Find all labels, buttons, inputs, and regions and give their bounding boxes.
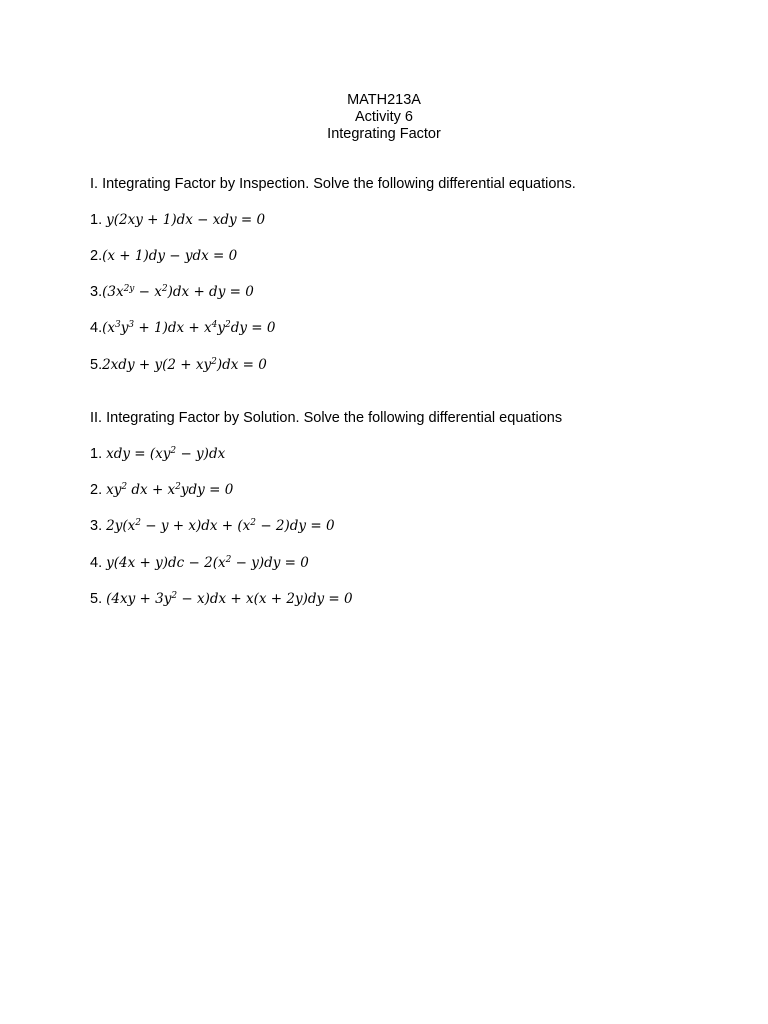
problem-number: 5. xyxy=(90,357,103,373)
problem-1-3 xyxy=(90,283,254,301)
equation: y(2xy + 1)dx − xdy = 0 xyxy=(106,212,266,228)
problem-number: 5. xyxy=(90,591,107,607)
equation: $y(4x + y)dc - 2(x^2 - y)dy = 0$ xyxy=(106,555,309,571)
problem-number: 1. xyxy=(90,446,107,462)
activity-title: Activity 6 xyxy=(354,109,413,125)
problem-1-1 xyxy=(90,211,265,229)
equation: xdy = $(xy^2 - y)dx$ xyxy=(106,446,226,462)
equation: $(x^3y^3 + 1)dx + x^4y^2dy = 0$ xyxy=(102,320,276,336)
problem-1-4 xyxy=(90,319,275,337)
document-header xyxy=(0,92,768,143)
section2-heading: II. Integrating Factor by Solution. Solve the following differential equations xyxy=(90,410,563,426)
problem-number: 4. xyxy=(90,555,107,571)
problem-number: 4. xyxy=(90,320,103,336)
problem-number: 1. xyxy=(90,212,107,228)
problem-2-4 xyxy=(90,554,309,572)
problem-number: 3. xyxy=(90,284,103,300)
problem-1-2 xyxy=(90,247,237,265)
course-code: MATH213A xyxy=(347,92,421,108)
problem-1-5 xyxy=(90,356,267,374)
equation: $2xdy + y(2 + xy^2)dx = 0$ xyxy=(102,357,267,373)
equation: $(3x^{2y} - x^2)dx$ + dy = 0 xyxy=(102,284,254,300)
equation: $(4xy + 3y^2 - x)dx + x(x + 2y)dy = 0$ xyxy=(106,591,353,607)
problem-2-2 xyxy=(90,481,233,499)
problem-number: 2. xyxy=(90,248,103,264)
problem-number: 3. xyxy=(90,518,107,534)
section1-heading: I. Integrating Factor by Inspection. Solve the following differential equations. xyxy=(90,176,576,192)
equation: $2y(x^2 - y + x)dx + (x^2 - 2)dy = 0$ xyxy=(106,518,335,534)
topic-title: Integrating Factor xyxy=(327,126,441,142)
problem-2-5 xyxy=(90,590,353,608)
equation: (x + 1)dy − ydx = 0 xyxy=(102,248,238,264)
equation: $xy^2$ dx + $x^2ydy = 0$ xyxy=(106,482,234,498)
problem-2-1 xyxy=(90,445,225,463)
problem-2-3 xyxy=(90,517,335,535)
problem-number: 2. xyxy=(90,482,107,498)
